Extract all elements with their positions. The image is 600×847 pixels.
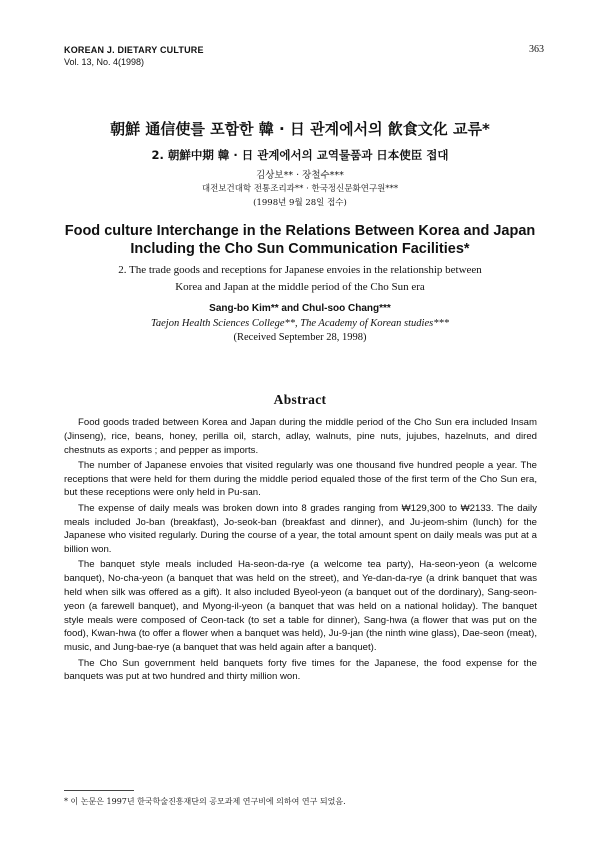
- abstract-paragraph: Food goods traded between Korea and Japan during the middle period of the Cho Sun era included Insam (Jinseng), rice, beans, honey, perilla oil, starch, adlay, walnuts, pine nuts, jujubes, hazelnuts, and dired chestnuts as exports ; and pepper as imports.: [64, 417, 537, 456]
- english-title: [40, 222, 560, 258]
- abstract-body: [64, 416, 537, 686]
- korean-received-date: (1998년 9월 28일 접수): [253, 198, 347, 208]
- english-authors: Sang-bo Kim** and Chul-soo Chang***: [209, 303, 391, 314]
- footnote-divider: [64, 790, 134, 791]
- english-subtitle: [40, 262, 560, 296]
- korean-authors: 김상보** · 장철수***: [256, 170, 344, 181]
- abstract-heading: Abstract: [273, 392, 327, 407]
- abstract-paragraph: The number of Japanese envoies that visited regularly was one thousand five hundred people a year. The receptions that were held for them during the middle period equaled those of the first term of the Cho Sun era, but these receptions were only held in Pu-san.: [64, 459, 537, 499]
- journal-header: [64, 44, 204, 68]
- english-title-line-1: Food culture Interchange in the Relations Between Korea and Japan: [64, 223, 536, 239]
- footnote: * 이 논문은 1997년 한국학술진흥재단의 공모과제 연구비에 의하여 연구 되었음.: [64, 797, 346, 806]
- journal-volume: Vol. 13, No. 4(1998): [64, 57, 145, 67]
- korean-subtitle: 2. 朝鮮中期 韓 · 日 관계에서의 교역물품과 日本使臣 접대: [151, 148, 449, 162]
- abstract-paragraph: The expense of daily meals was broken down into 8 grades ranging from ₩129,300 to ₩2133. The daily meals included Jo-ban (breakfast), Jo-seok-ban (breakfast and dinner), and Ju-jeom-shim (lunch) for the Japanese who visited regularly. During the course of a year, the total amount spent on daily meals was put at a billion won.: [64, 502, 537, 556]
- journal-name: KOREAN J. DIETARY CULTURE: [64, 45, 204, 55]
- abstract-paragraph: The banquet style meals included Ha-seon-da-rye (a welcome tea party), Ha-seon-yeon (a welcome banquet), No-cha-yeon (a banquet that was held on the street), and Ye-dan-da-rye (a drink banquet that was held when silk was offered as a gift). It also included Byeol-yeon (a banquet out of the dordinary), Sang-seon-yeon (a farewell banquet), and Myong-il-yeon (a banquet that was held on a national holiday). The banquet style meals were composed of Ceon-tack (to set a table for dinner), Sang-hwa (a flower that was put on the food), Kwan-hwa (to offer a flower when a banquet was held), Ju-9-jan (the ninth wine glass), Dae-seon (meat), music, and Jung-bae-rye (a banquet that was held again after a banquet).: [64, 559, 537, 654]
- english-subtitle-line-2: Korea and Japan at the middle period of the Cho Sun era: [175, 281, 425, 293]
- english-affiliations: Taejon Health Sciences College**, The Academy of Korean studies***: [151, 318, 449, 329]
- page-number: 363: [529, 44, 544, 55]
- korean-affiliations: 대전보건대학 전통조리과** · 한국정신문화연구원***: [201, 184, 399, 194]
- korean-title: 朝鮮 通信使를 포함한 韓 · 日 관계에서의 飮食文化 교류*: [110, 120, 490, 138]
- english-subtitle-line-1: 2. The trade goods and receptions for Japanese envoies in the relationship between: [118, 264, 482, 276]
- english-received-date: (Received September 28, 1998): [233, 332, 367, 343]
- abstract-paragraph: The Cho Sun government held banquets forty five times for the Japanese, the food expense for the banquets was put at two hundred and thirty million won.: [64, 657, 537, 683]
- english-title-line-2: Including the Cho Sun Communication Facilities*: [130, 241, 470, 257]
